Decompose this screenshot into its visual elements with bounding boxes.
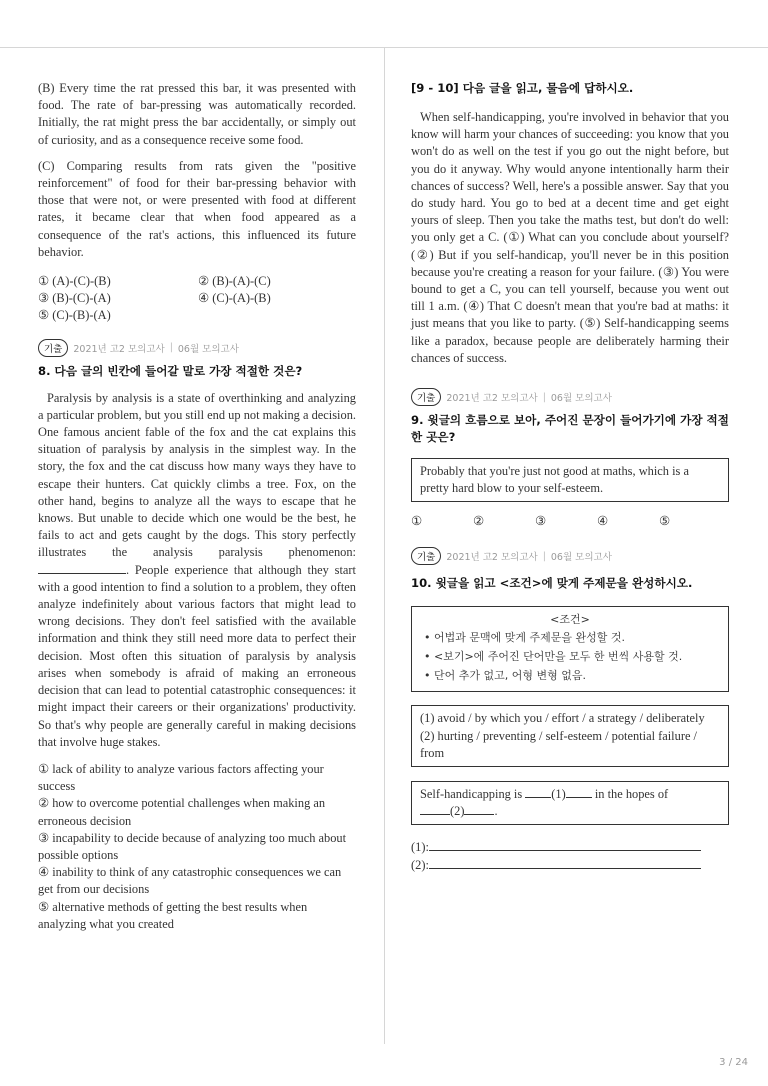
source-year: 2021년 고2 모의고사 — [73, 343, 165, 355]
blank-line — [420, 814, 450, 815]
q8-passage — [38, 390, 356, 751]
q9-10-passage: When self-handicapping, you're involved in behavior that you know will harm your chances of succeeding: you know that you won't do as well on the test if you go out the night before, but you do it anyway. Why would anyone intentionally harm their chances of success? Well, here's a possible answer. Say that you do study hard. You go to bed at a decent time and get eight yours of sleep. Then you take the maths test, but don't do well: you only get a C. (①) What can you conclude about yourself? (②) But if you self-handicap, you'll never be in this position because you're creating a reason for your failure. (③) You were bound to get a C, you can tell yourself, because you went out till 1 a.m. (④) That C doesn't mean that you're bad at maths: it just means that you like to party. (⑤) Self-handicapping seems like a paradox, because people are deliberately harming their chances of success. — [411, 110, 729, 365]
q8-answers — [38, 761, 356, 933]
q10-title: 10. 윗글을 읽고 <조건>에 맞게 주제문을 완성하시오. — [411, 576, 693, 591]
word-bank-1: (1) avoid / by which you / effort / a strategy / deliberately — [420, 711, 705, 726]
column-divider — [384, 48, 385, 1044]
blank-line — [566, 797, 592, 798]
blank-label-1: (1) — [551, 787, 566, 802]
q9-choice-5[interactable]: ⑤ — [659, 514, 671, 529]
q9-choice-4[interactable]: ④ — [597, 514, 609, 529]
topic-sentence-box — [411, 781, 729, 825]
blank-line — [525, 797, 551, 798]
q7-option-3[interactable]: ③ (B)-(C)-(A) — [38, 291, 111, 306]
q9-choice-1[interactable]: ① — [411, 514, 423, 529]
q7-option-5[interactable]: ⑤ (C)-(B)-(A) — [38, 308, 111, 323]
group-title: [9 - 10] 다음 글을 읽고, 물음에 답하시오. — [411, 81, 634, 95]
sentence-mid: in the hopes of — [591, 787, 669, 802]
source-year: 2021년 고2 모의고사 — [446, 393, 538, 405]
source-badge: 기출 — [411, 547, 441, 565]
q8-answer-4[interactable]: ④ inability to think of any catastrophic consequences we can get from our decisions — [38, 865, 342, 897]
q10-source: 기출 2021년 고2 모의고사 | 06월 모의고사 — [411, 547, 729, 565]
q8-answer-2[interactable]: ② how to overcome potential challenges when making an erroneous decision — [38, 796, 326, 828]
q8-answer-3[interactable]: ③ incapability to decide because of analyzing too much about possible options — [38, 830, 347, 862]
conditions-title: <조건> — [550, 613, 590, 627]
answer-line-2[interactable] — [411, 857, 729, 874]
source-month: 06월 모의고사 — [177, 343, 239, 355]
passage-c: (C) Comparing results from rats given the "positive reinforcement" of food for their bar-pressing behavior with those that were not, or were presented with food at different rates, it became clear that when food appeared as a consequence of the rat's actions, this influenced its future behavior. — [38, 158, 356, 259]
q9-choice-3[interactable]: ③ — [535, 514, 547, 529]
q8-answer-5[interactable]: ⑤ alternative methods of getting the best results when analyzing what you created — [38, 899, 308, 931]
q9-title: 9. 윗글의 흐름으로 보아, 주어진 문장이 들어가기에 가장 적절한 곳은? — [411, 413, 729, 445]
q9-choice-2[interactable]: ② — [473, 514, 485, 529]
left-column — [38, 80, 356, 933]
word-bank-box — [411, 705, 729, 767]
q7-option-1[interactable]: ① (A)-(C)-(B) — [38, 274, 111, 289]
blank-line — [464, 814, 494, 815]
sentence-end: . — [494, 804, 498, 819]
condition-item: • <보기>에 주어진 단어만을 모두 한 번씩 사용할 것. — [424, 650, 683, 664]
q7-options — [38, 273, 356, 325]
q9-choices — [411, 513, 729, 529]
conditions-box — [411, 606, 729, 692]
page-number: 3 / 24 — [719, 1057, 748, 1068]
q9-source: 기출 2021년 고2 모의고사 | 06월 모의고사 — [411, 388, 729, 406]
q8-blank — [38, 573, 126, 574]
q8-answer-1[interactable]: ① lack of ability to analyze various factors affecting your success — [38, 761, 324, 794]
source-year: 2021년 고2 모의고사 — [446, 552, 538, 564]
source-month: 06월 모의고사 — [550, 393, 612, 405]
right-column — [411, 80, 729, 874]
source-badge: 기출 — [411, 388, 441, 406]
q7-option-4[interactable]: ④ (C)-(A)-(B) — [198, 291, 271, 306]
source-badge: 기출 — [38, 339, 68, 357]
passage-b: (B) Every time the rat pressed this bar, it was presented with food. The rate of bar-pressing was automatically recorded. Initially, the rat might press the bar accidentally, or simply out of curiosity, and as a consequence receive some food. — [38, 81, 356, 147]
source-month: 06월 모의고사 — [550, 552, 612, 564]
sentence-start: Self-handicapping is — [420, 787, 526, 802]
answer-label-2: (2): — [411, 857, 429, 872]
blank-label-2: (2) — [450, 804, 465, 819]
answer-label-1: (1): — [411, 840, 429, 855]
answer-lines — [411, 839, 729, 873]
condition-item: • 단어 추가 없고, 어형 변형 없음. — [424, 669, 586, 683]
q7-option-2[interactable]: ② (B)-(A)-(C) — [198, 274, 271, 289]
q8-source: 기출 2021년 고2 모의고사 | 06월 모의고사 — [38, 339, 356, 357]
condition-item: • 어법과 문맥에 맞게 주제문을 완성할 것. — [424, 631, 625, 645]
q8-passage-part2: . People experience that although they start with a good intention to find a solution to a problem, they often analyze indefinitely about various factors that might lead to wrong decisions. They don't feel satisfied with the available information and think they still need more data to perfect their decision. Most often this situation of paralysis by analysis arises when somebody is afraid of making an erroneous decision that can lead to potential catastrophic consequences: it might impact their careers or their organizations' productivity. So that's why people are generally careful in making decisions that involve huge stakes. — [38, 562, 356, 749]
answer-line-1[interactable] — [411, 839, 729, 856]
q9-given-sentence: Probably that you're just not good at maths, which is a pretty hard blow to your self-esteem. — [411, 458, 729, 502]
q8-passage-part1: Paralysis by analysis is a state of overthinking and analyzing a particular problem, but you still end up not making a decision. One famous ancient fable of the fox and the cat explains this situation of paralysis by analysis in the simplest way. In the story, the fox and the cat discuss how many ways they have to escape their hunters. Cat quickly climbs a tree. Fox, on the other hand, begins to analyze all the ways to escape that he knows. But unable to decide which one would be the best, he fails to act and gets caught by the dogs. This story perfectly illustrates the analysis paralysis phenomenon: — [38, 390, 356, 560]
word-bank-2: (2) hurting / preventing / self-esteem / potential failure / from — [420, 728, 697, 760]
q8-title: 8. 다음 글의 빈칸에 들어갈 말로 가장 적절한 것은? — [38, 363, 303, 378]
